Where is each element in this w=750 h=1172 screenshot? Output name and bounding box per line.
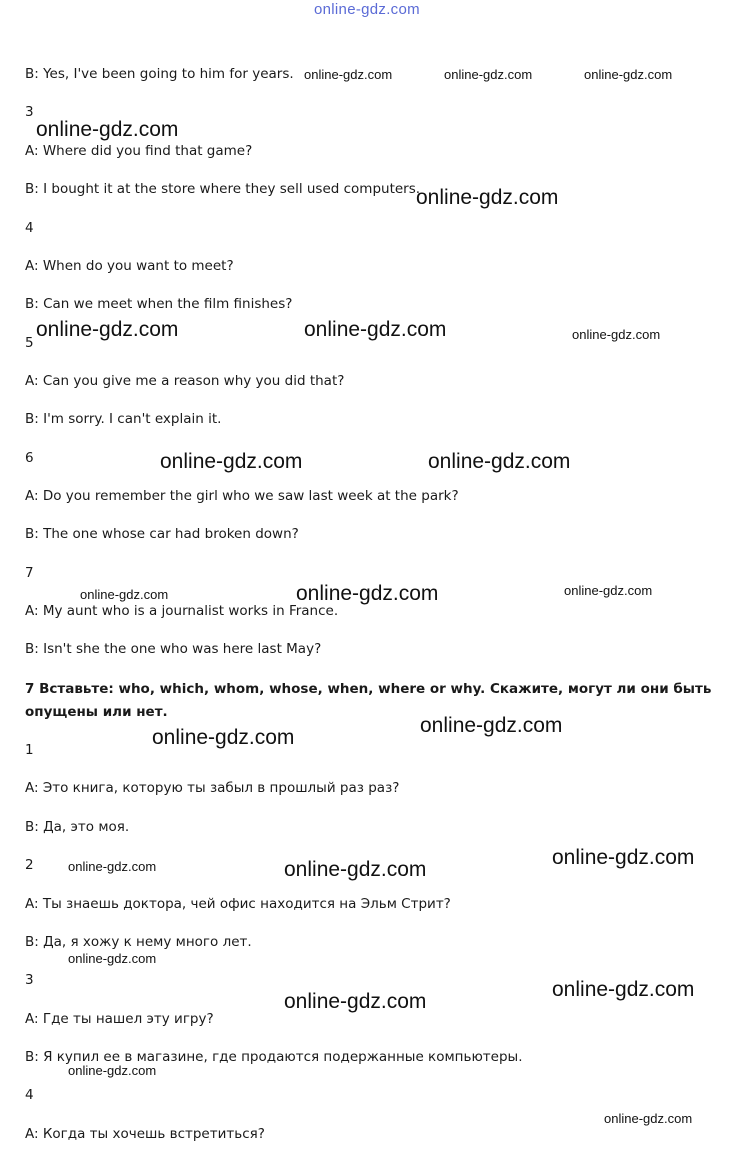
dialogue-line: A: Когда ты хочешь встретиться? <box>25 1126 265 1142</box>
item-number: 4 <box>25 220 34 236</box>
watermark: online-gdz.com <box>36 318 179 341</box>
dialogue-line: B: Да, я хожу к нему много лет. <box>25 934 252 950</box>
watermark: online-gdz.com <box>36 118 179 141</box>
watermark: online-gdz.com <box>68 859 157 874</box>
dialogue-line: A: When do you want to meet? <box>25 258 234 274</box>
watermark: online-gdz.com <box>304 318 447 341</box>
dialogue-line: B: The one whose car had broken down? <box>25 526 299 542</box>
watermark: online-gdz.com <box>552 978 695 1001</box>
item-number: 7 <box>25 565 34 581</box>
watermark: online-gdz.com <box>68 1063 157 1078</box>
site-logo: online-gdz.com <box>314 1 420 18</box>
watermark: online-gdz.com <box>564 583 653 598</box>
dialogue-line: A: Can you give me a reason why you did that? <box>25 373 345 389</box>
dialogue-line: A: Это книга, которую ты забыл в прошлый раз раз? <box>25 780 400 796</box>
dialogue-line: B: Can we meet when the film finishes? <box>25 296 293 312</box>
item-number: 6 <box>25 450 34 466</box>
watermark: online-gdz.com <box>80 587 169 602</box>
dialogue-line: B: I'm sorry. I can't explain it. <box>25 411 222 427</box>
dialogue-line: A: My aunt who is a journalist works in France. <box>25 603 339 619</box>
watermark: online-gdz.com <box>284 990 427 1013</box>
watermark: online-gdz.com <box>416 186 559 209</box>
item-number: 5 <box>25 335 34 351</box>
watermark: online-gdz.com <box>444 67 533 82</box>
watermark: online-gdz.com <box>68 951 157 966</box>
dialogue-line: B: Я купил ее в магазине, где продаются подержанные компьютеры. <box>25 1049 523 1065</box>
watermark: online-gdz.com <box>552 846 695 869</box>
dialogue-line: A: Где ты нашел эту игру? <box>25 1011 214 1027</box>
watermark: online-gdz.com <box>584 67 673 82</box>
dialogue-line: B: Yes, I've been going to him for years. <box>25 66 294 82</box>
dialogue-line: B: I bought it at the store where they sell used computers. <box>25 181 421 197</box>
watermark: online-gdz.com <box>304 67 393 82</box>
task-heading: 7 Вставьте: who, which, whom, whose, when, where or why. Скажите, могут ли они быть опущены или нет. <box>25 681 712 720</box>
watermark: online-gdz.com <box>284 858 427 881</box>
watermark: online-gdz.com <box>152 726 295 749</box>
watermark: online-gdz.com <box>296 582 439 605</box>
dialogue-line: A: Ты знаешь доктора, чей офис находится на Эльм Стрит? <box>25 896 451 912</box>
watermark: online-gdz.com <box>604 1111 693 1126</box>
item-number: 4 <box>25 1087 34 1103</box>
dialogue-line: B: Да, это моя. <box>25 819 130 835</box>
item-number: 3 <box>25 972 34 988</box>
item-number: 3 <box>25 104 34 120</box>
dialogue-line: B: Isn't she the one who was here last May? <box>25 641 322 657</box>
watermark: online-gdz.com <box>428 450 571 473</box>
watermark: online-gdz.com <box>160 450 303 473</box>
dialogue-line: A: Where did you find that game? <box>25 143 253 159</box>
watermark: online-gdz.com <box>420 714 563 737</box>
item-number: 1 <box>25 742 34 758</box>
dialogue-line: A: Do you remember the girl who we saw last week at the park? <box>25 488 459 504</box>
item-number: 2 <box>25 857 34 873</box>
watermark: online-gdz.com <box>572 327 661 342</box>
